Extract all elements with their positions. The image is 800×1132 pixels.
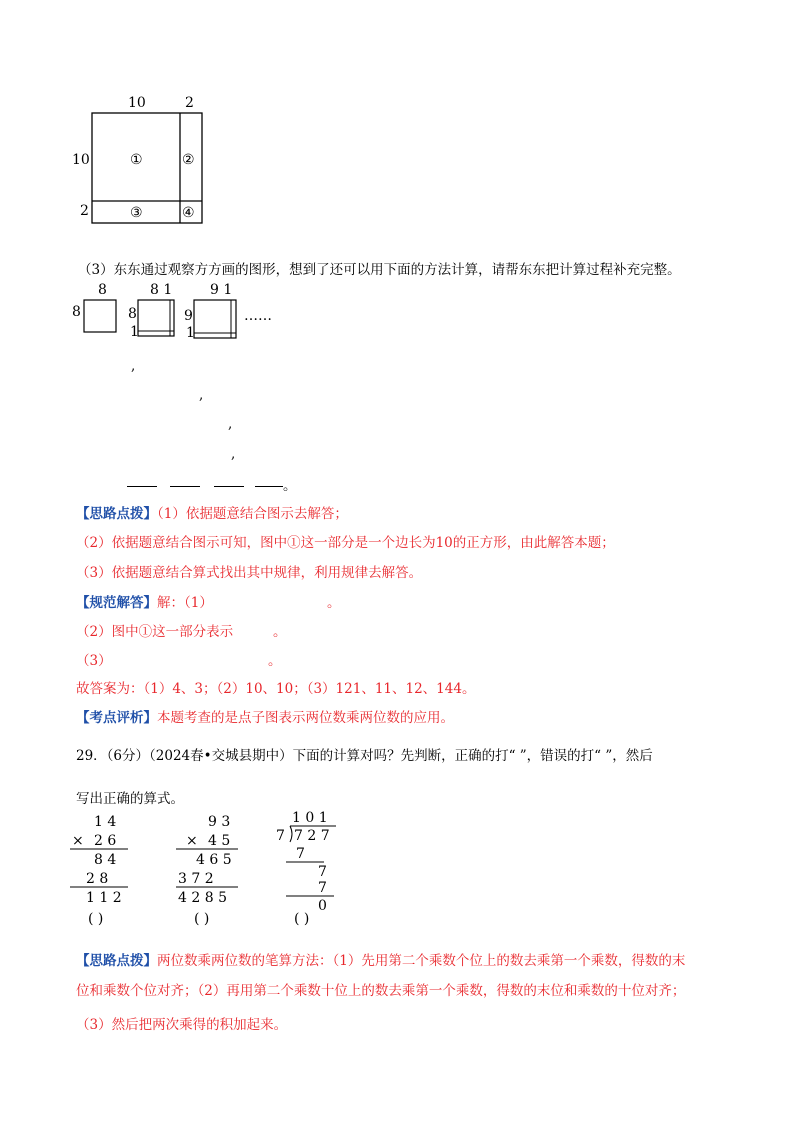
sq1-top-label: 8: [98, 282, 107, 298]
q29-line2: 写出正确的算式。: [76, 791, 184, 807]
hint1-tag: 【思路点拨】: [76, 506, 157, 522]
solution-line2-end: 。: [273, 624, 287, 640]
ellipsis: ……: [244, 308, 272, 324]
hint2-tag: 【思路点拨】: [76, 953, 157, 969]
hint1-line2: （2）依据题意结合图示可知，图中①这一部分是一个边长为10的正方形，由此解答本题；: [76, 535, 615, 551]
hint1-line3: （3）依据题意结合算式找出其中规律，利用规律去解答。: [76, 565, 423, 581]
calc2-result: 4 2 8 5: [178, 890, 227, 906]
sq3-left-a: 9: [184, 308, 193, 324]
calc2-partial2: 3 7 2: [178, 871, 214, 887]
hint2-line1: [76, 949, 685, 969]
q29-line1: 29．（6分）（2024春•交城县期中）下面的计算对吗？先判断，正确的打“ ”，错误的打“ ”，然后: [76, 748, 653, 764]
calc1-result: 1 1 2: [86, 890, 122, 906]
calc1-partial2: 2 8: [86, 871, 109, 887]
calc2-judge-box[interactable]: ( ): [194, 911, 210, 927]
sq2-left-a: 8: [128, 306, 137, 322]
comma-1: ,: [131, 358, 136, 374]
region-2: ②: [182, 152, 195, 168]
solution-line3: （3）: [76, 653, 112, 669]
solution-line3-end: 。: [268, 653, 282, 669]
calc3-judge-box[interactable]: ( ): [294, 911, 310, 927]
hint2-text-1: 两位数乘两位数的笔算方法：（1）先用第二个乘数个位上的数去乘第一个乘数，得数的末: [157, 953, 686, 969]
review-tag: 【考点评析】: [76, 710, 157, 726]
calc3-subtract2: 7: [318, 880, 327, 896]
blank-3: [214, 486, 244, 487]
left-label-10: 10: [72, 152, 90, 168]
calc3-remainder2: 0: [318, 898, 327, 914]
calc2-times: ×: [186, 833, 198, 849]
comma-4: ,: [231, 446, 236, 462]
top-label-2: 2: [185, 95, 194, 111]
region-3: ③: [130, 205, 143, 221]
comma-2: ,: [199, 387, 204, 403]
part3-text: （3）东东通过观察方方画的图形，想到了还可以用下面的方法计算，请帮东东把计算过程补充完整。: [78, 262, 681, 278]
sq2-left-b: 1: [130, 324, 139, 340]
calc2-multiplier: 4 5: [208, 833, 231, 849]
area-model-figure: [60, 88, 220, 228]
hint2-line3: （3）然后把两次乘得的积加起来。: [76, 1017, 288, 1033]
blank-4: [255, 486, 283, 487]
region-1: ①: [130, 152, 143, 168]
blank-1: [127, 486, 157, 487]
calc-3-division: [268, 806, 358, 928]
region-4: ④: [182, 205, 195, 221]
calc3-subtract1: 7: [296, 846, 305, 862]
calc1-judge-box[interactable]: ( ): [88, 911, 104, 927]
calc-2-vertical: [170, 810, 260, 928]
calc3-quotient: 1 0 1: [292, 810, 328, 826]
calc1-times: ×: [72, 833, 84, 849]
calc1-multiplier: 2 6: [94, 833, 117, 849]
blank-period: 。: [283, 478, 297, 494]
sq2-top-label: 8 1: [150, 282, 173, 298]
calc2-partial1: 4 6 5: [196, 852, 232, 868]
calc3-divisor: 7: [276, 828, 285, 844]
blank-2: [170, 486, 200, 487]
calc2-multiplicand: 9 3: [208, 814, 231, 830]
solution-text-1: 解：（1）: [157, 595, 213, 611]
answer-line: 故答案为：（1）4、3；（2）10、10；（3）121、11、12、144。: [76, 681, 476, 697]
hint1-line1: [76, 502, 348, 522]
calc-1-vertical: [64, 810, 154, 928]
review-line: [76, 706, 454, 726]
top-label-10: 10: [128, 95, 146, 111]
square-sequence-figure: [66, 278, 286, 340]
solution-line2: （2）图中①这一部分表示: [76, 624, 234, 640]
hint1-text-1: （1）依据题意结合图示去解答；: [157, 506, 348, 522]
sq3-top-label: 9 1: [210, 282, 233, 298]
calc1-multiplicand: 1 4: [94, 814, 117, 830]
sq1-left-label: 8: [72, 304, 81, 320]
left-label-2: 2: [80, 203, 89, 219]
comma-3: ,: [228, 416, 233, 432]
hint2-line2: 位和乘数个位对齐；（2）再用第二个乘数十位上的数去乘第一个乘数，得数的末位和乘数的十位对齐；: [76, 983, 686, 999]
calc1-partial1: 8 4: [94, 852, 117, 868]
review-text: 本题考查的是点子图表示两位数乘两位数的应用。: [157, 710, 454, 726]
sq3-left-b: 1: [186, 325, 195, 340]
calc3-dividend: 7 2 7: [294, 828, 330, 844]
solution-line1-end: 。: [327, 595, 341, 611]
solution-line1: [76, 591, 213, 611]
solution-tag: 【规范解答】: [76, 595, 157, 611]
calc3-remainder1: 7: [318, 864, 327, 880]
